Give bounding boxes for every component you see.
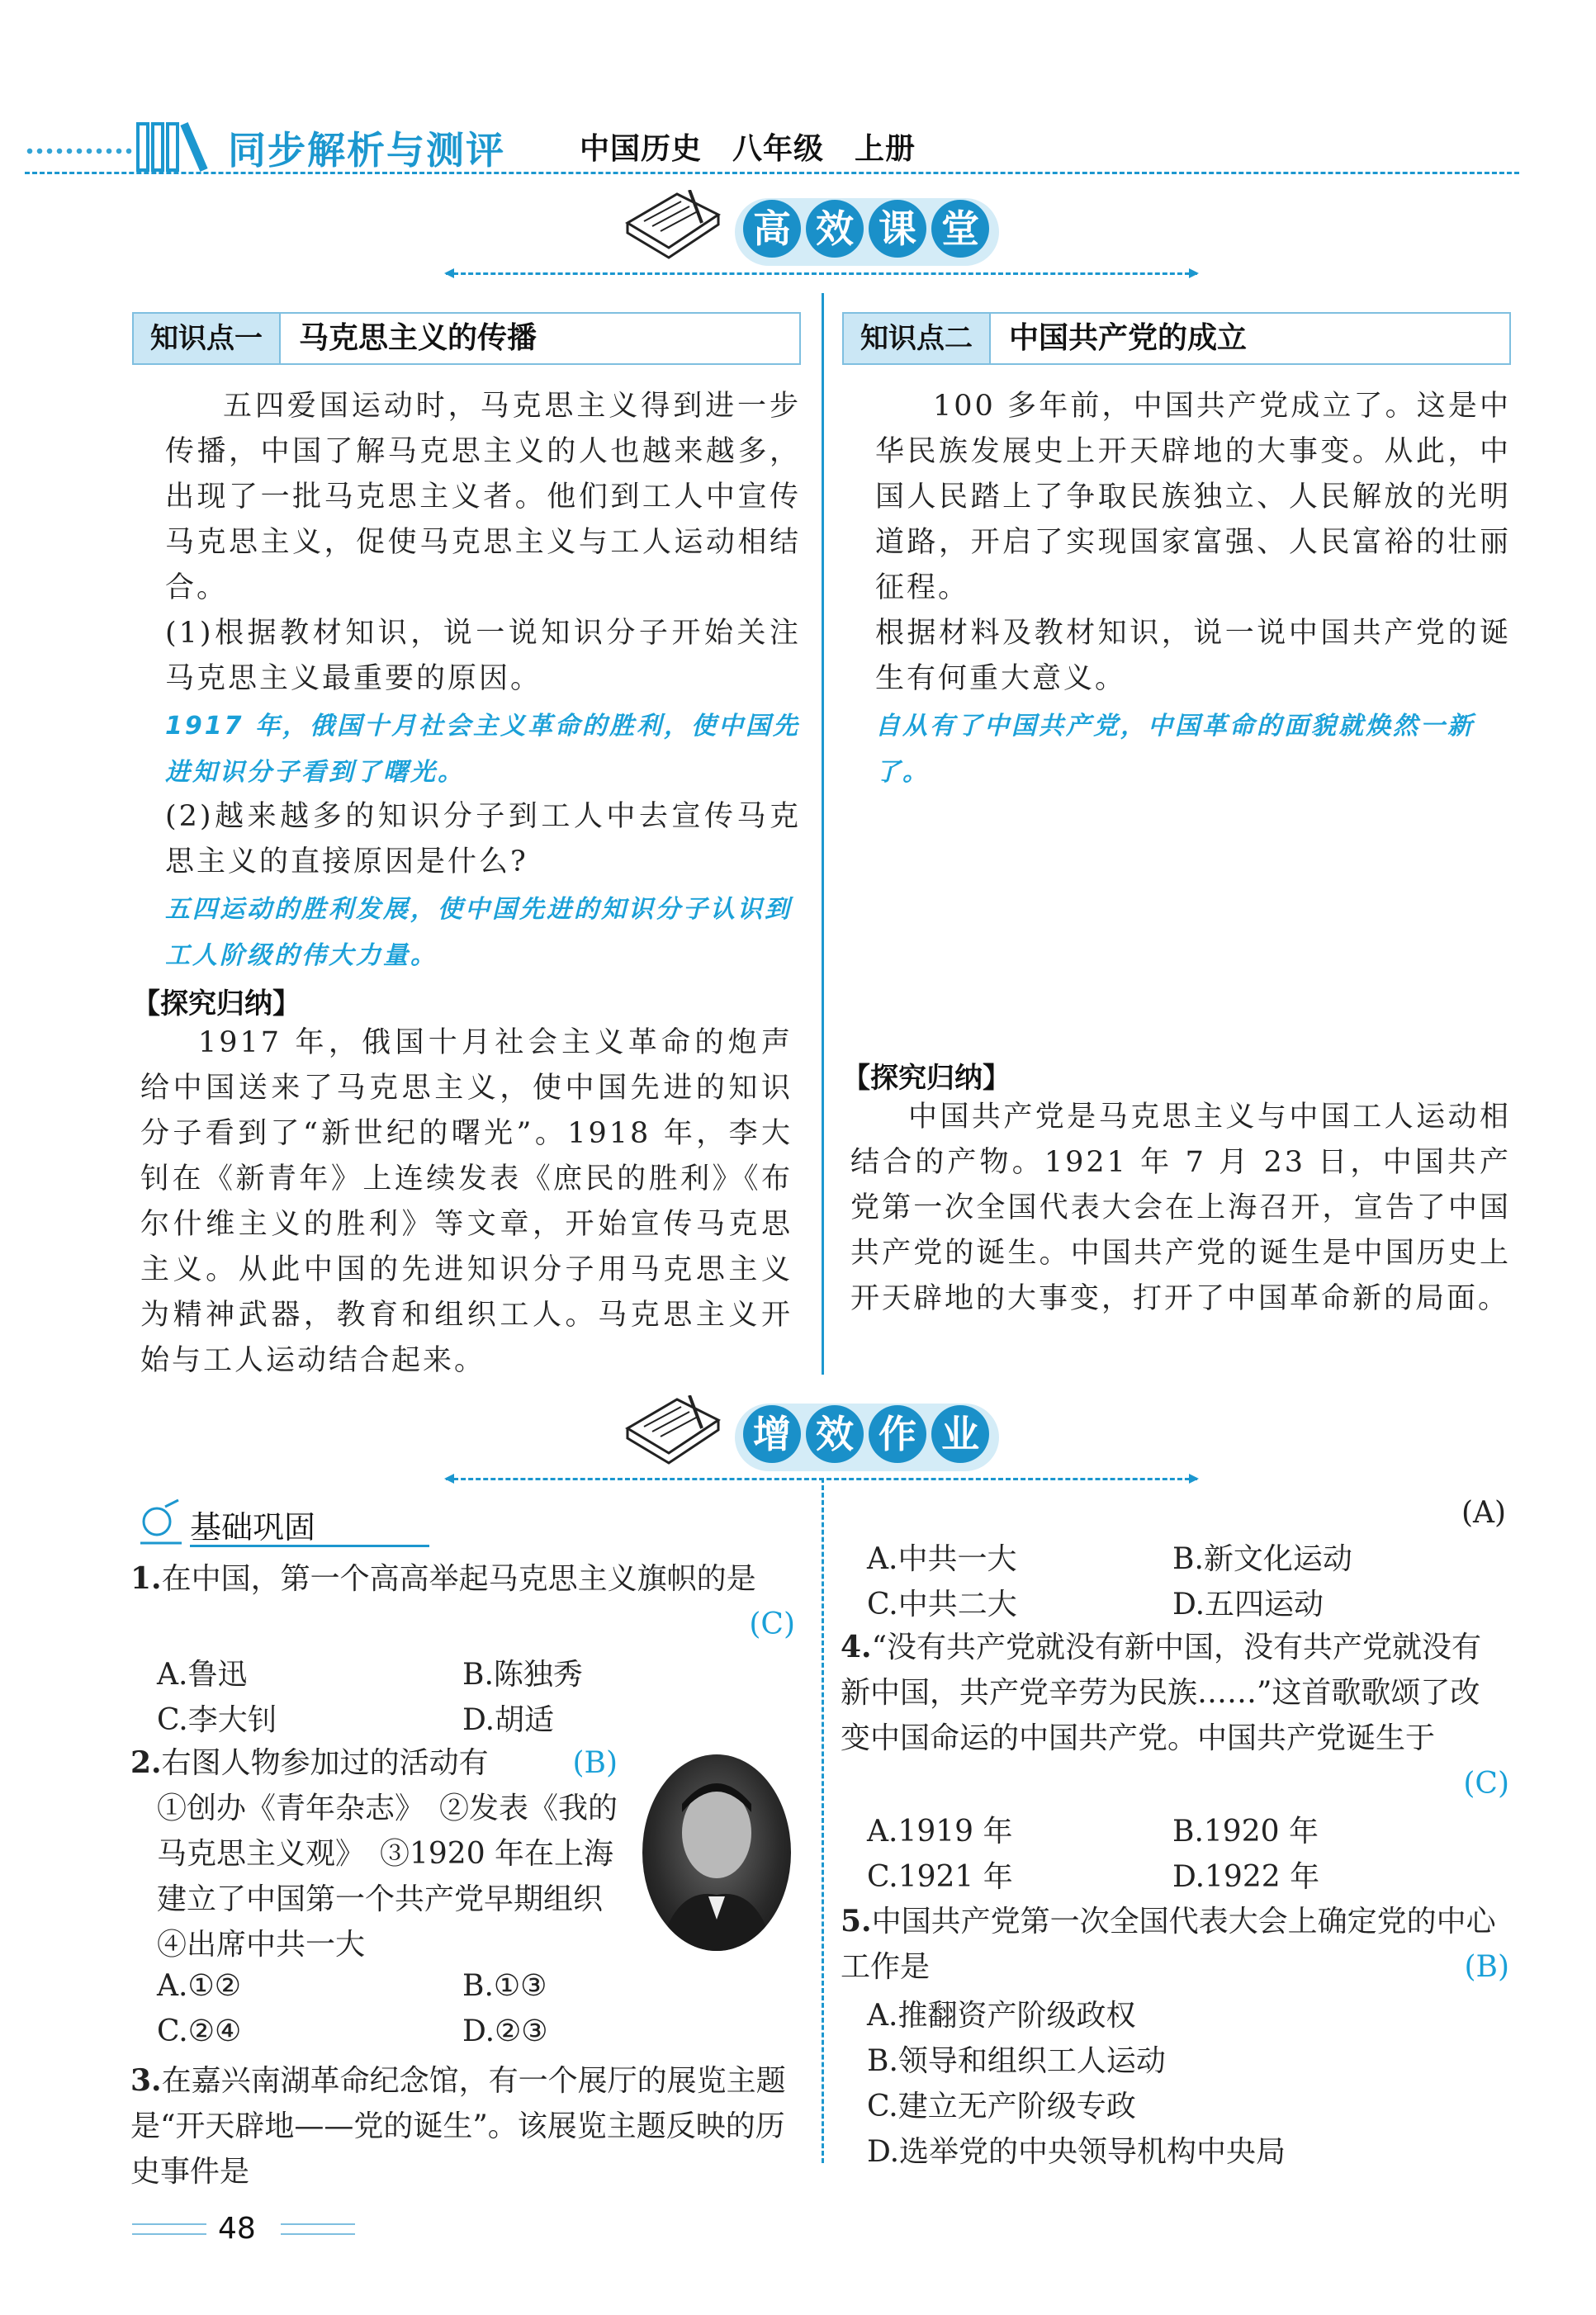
open-book-icon	[619, 1395, 727, 1470]
knowledge-point-name: 中国共产党的成立	[1009, 321, 1248, 355]
banner-char: 课	[869, 200, 926, 258]
question-number: 3.	[130, 2063, 162, 2098]
question-stem: “没有共产党就没有新中国，没有共产党就没有新中国，共产党辛劳为民族……”这首歌歌颂了改变中国命运的中国共产党。中国共产党诞生于	[841, 1631, 1481, 1755]
banner-char: 堂	[931, 200, 989, 258]
option: D.选举党的中央领导机构中央局	[867, 2135, 1286, 2169]
basic-consolidation-header	[132, 1498, 429, 1548]
book-subtitle: 中国历史 八年级 上册	[580, 132, 916, 166]
question-4	[841, 1625, 1509, 1801]
title-underline	[190, 1545, 429, 1547]
option: B.新文化运动	[1172, 1542, 1352, 1576]
answer-key: (B)	[572, 1746, 618, 1780]
question-number: 2.	[130, 1745, 162, 1780]
option: D.胡适	[462, 1703, 555, 1737]
kp1-question-2: (2)越来越多的知识分子到工人中去宣传马克思主义的直接原因是什么?	[165, 800, 801, 878]
question-stem: 在中国，第一个高高举起马克思主义旗帜的是	[161, 1562, 756, 1596]
banner-char: 效	[806, 1405, 864, 1463]
question-2	[130, 1740, 618, 1786]
answer-key: (C)	[1463, 1767, 1509, 1801]
header-divider	[25, 172, 1519, 174]
question-number: 1.	[130, 1561, 162, 1596]
banner-char: 业	[931, 1405, 989, 1463]
option: A.中共一大	[867, 1542, 1017, 1576]
banner-title	[743, 200, 989, 258]
option: D.②③	[462, 2014, 548, 2048]
knowledge-point-tag: 知识点一	[134, 314, 281, 363]
dots-decoration	[25, 145, 132, 157]
option: C.建立无产阶级专政	[867, 2090, 1136, 2123]
open-book-icon	[619, 190, 727, 264]
question-3	[130, 2058, 795, 2194]
kp1-material: 五四爱国运动时，马克思主义得到进一步传播，中国了解马克思主义的人也越来越多，出现了一批马克思主义者。他们到工人中宣传马克思主义，促使马克思主义与工人运动相结合。	[165, 390, 801, 604]
option: B.1920 年	[1172, 1815, 1319, 1849]
banner-char: 增	[743, 1405, 801, 1463]
basic-consolidation-title: 基础巩固	[190, 1509, 316, 1546]
knowledge-point-1-box	[132, 312, 801, 365]
option: A.①②	[157, 1969, 241, 2003]
kp2-answer: 自从有了中国共产党，中国革命的面貌就焕然一新了。	[875, 712, 1475, 787]
kp1-answer-1: 1917 年，俄国十月社会主义革命的胜利，使中国先进知识分子看到了曙光。	[165, 712, 800, 787]
answer-key: (B)	[1464, 1950, 1509, 1984]
knowledge-point-tag: 知识点二	[844, 314, 991, 363]
option: B.领导和组织工人运动	[867, 2044, 1166, 2078]
question-stem: 在嘉兴南湖革命纪念馆，有一个展厅的展览主题是“开天辟地——党的诞生”。该展览主题反映的历史事件是	[130, 2064, 786, 2189]
answer-key: (A)	[1461, 1496, 1507, 1530]
footer-lines	[132, 2223, 206, 2235]
knowledge-point-name: 马克思主义的传播	[299, 321, 538, 355]
kp1-summary: 1917 年，俄国十月社会主义革命的炮声给中国送来了马克思主义，使中国先进的知识分子看到了“新世纪的曙光”。1918 年，李大钊在《新青年》上连续发表《庶民的胜利》《布尔什维主义的胜利》等文章，开始宣传马克思主义。从此中国的先进知识分子用马克思主义为精神武器，教育和组织工人。马克思主义开始与工人运动结合起来。	[140, 1026, 793, 1377]
banner-char: 作	[869, 1405, 926, 1463]
historical-portrait-photo	[642, 1754, 791, 1951]
question-5	[841, 1899, 1509, 1990]
banner-char: 高	[743, 200, 801, 258]
option: A.1919 年	[867, 1815, 1013, 1849]
banner-char: 效	[806, 200, 864, 258]
kp2-summary: 中国共产党是马克思主义与中国工人运动相结合的产物。1921 年 7 月 23 日，中国共产党第一次全国代表大会在上海召开，宣告了中国共产党的诞生。中国共产党的诞生是中国历史上开天辟地的大事变，打开了中国革命新的局面。	[850, 1101, 1511, 1315]
option: A.鲁迅	[157, 1658, 248, 1692]
page-number-footer	[132, 2208, 355, 2250]
option: C.1921 年	[867, 1860, 1013, 1894]
books-icon	[136, 119, 217, 172]
column-divider	[822, 293, 824, 1375]
option: A.推翻资产阶级政权	[867, 1999, 1136, 2033]
kp1-summary-title: 【探究归纳】	[132, 987, 301, 1020]
kp2-summary-title: 【探究归纳】	[842, 1062, 1011, 1095]
kp2-question: 根据材料及教材知识，说一说中国共产党的诞生有何重大意义。	[875, 617, 1511, 695]
section-banner-class	[446, 190, 1197, 281]
question-2-statements: ①创办《青年杂志》 ②发表《我的马克思主义观》 ③1920 年在上海建立了中国第一个共产党早期组织 ④出席中共一大	[157, 1792, 633, 1962]
footer-lines	[281, 2223, 355, 2235]
lightbulb-icon	[132, 1498, 187, 1548]
banner-title	[743, 1405, 989, 1463]
option: C.李大钊	[157, 1703, 277, 1737]
kp1-question-1: (1)根据教材知识，说一说知识分子开始关注马克思主义最重要的原因。	[165, 617, 801, 695]
option: B.①③	[462, 1969, 547, 2003]
question-stem: 中国共产党第一次全国代表大会上确定党的中心工作是	[841, 1905, 1496, 1984]
question-stem: 右图人物参加过的活动有	[161, 1746, 489, 1780]
column-divider	[822, 1478, 824, 2163]
option: B.陈独秀	[462, 1658, 583, 1692]
section-banner-homework	[446, 1395, 1197, 1486]
answer-key: (C)	[749, 1607, 795, 1641]
page-number: 48	[218, 2212, 256, 2246]
option: C.②④	[157, 2014, 242, 2048]
book-series-title: 同步解析与测评	[228, 128, 505, 173]
knowledge-point-2-box	[842, 312, 1511, 365]
question-number: 4.	[841, 1630, 872, 1664]
option: C.中共二大	[867, 1588, 1017, 1621]
banner-arrow-line	[446, 272, 1197, 275]
option: D.五四运动	[1172, 1588, 1324, 1621]
question-number: 5.	[841, 1904, 872, 1939]
kp1-answer-2: 五四运动的胜利发展，使中国先进的知识分子认识到工人阶级的伟大力量。	[165, 895, 792, 970]
kp2-material: 100 多年前，中国共产党成立了。这是中华民族发展史上开天辟地的大事变。从此，中国人民踏上了争取民族独立、人民解放的光明道路，开启了实现国家富强、人民富裕的壮丽征程。	[875, 390, 1511, 604]
option: D.1922 年	[1172, 1860, 1320, 1894]
question-1	[130, 1556, 795, 1641]
